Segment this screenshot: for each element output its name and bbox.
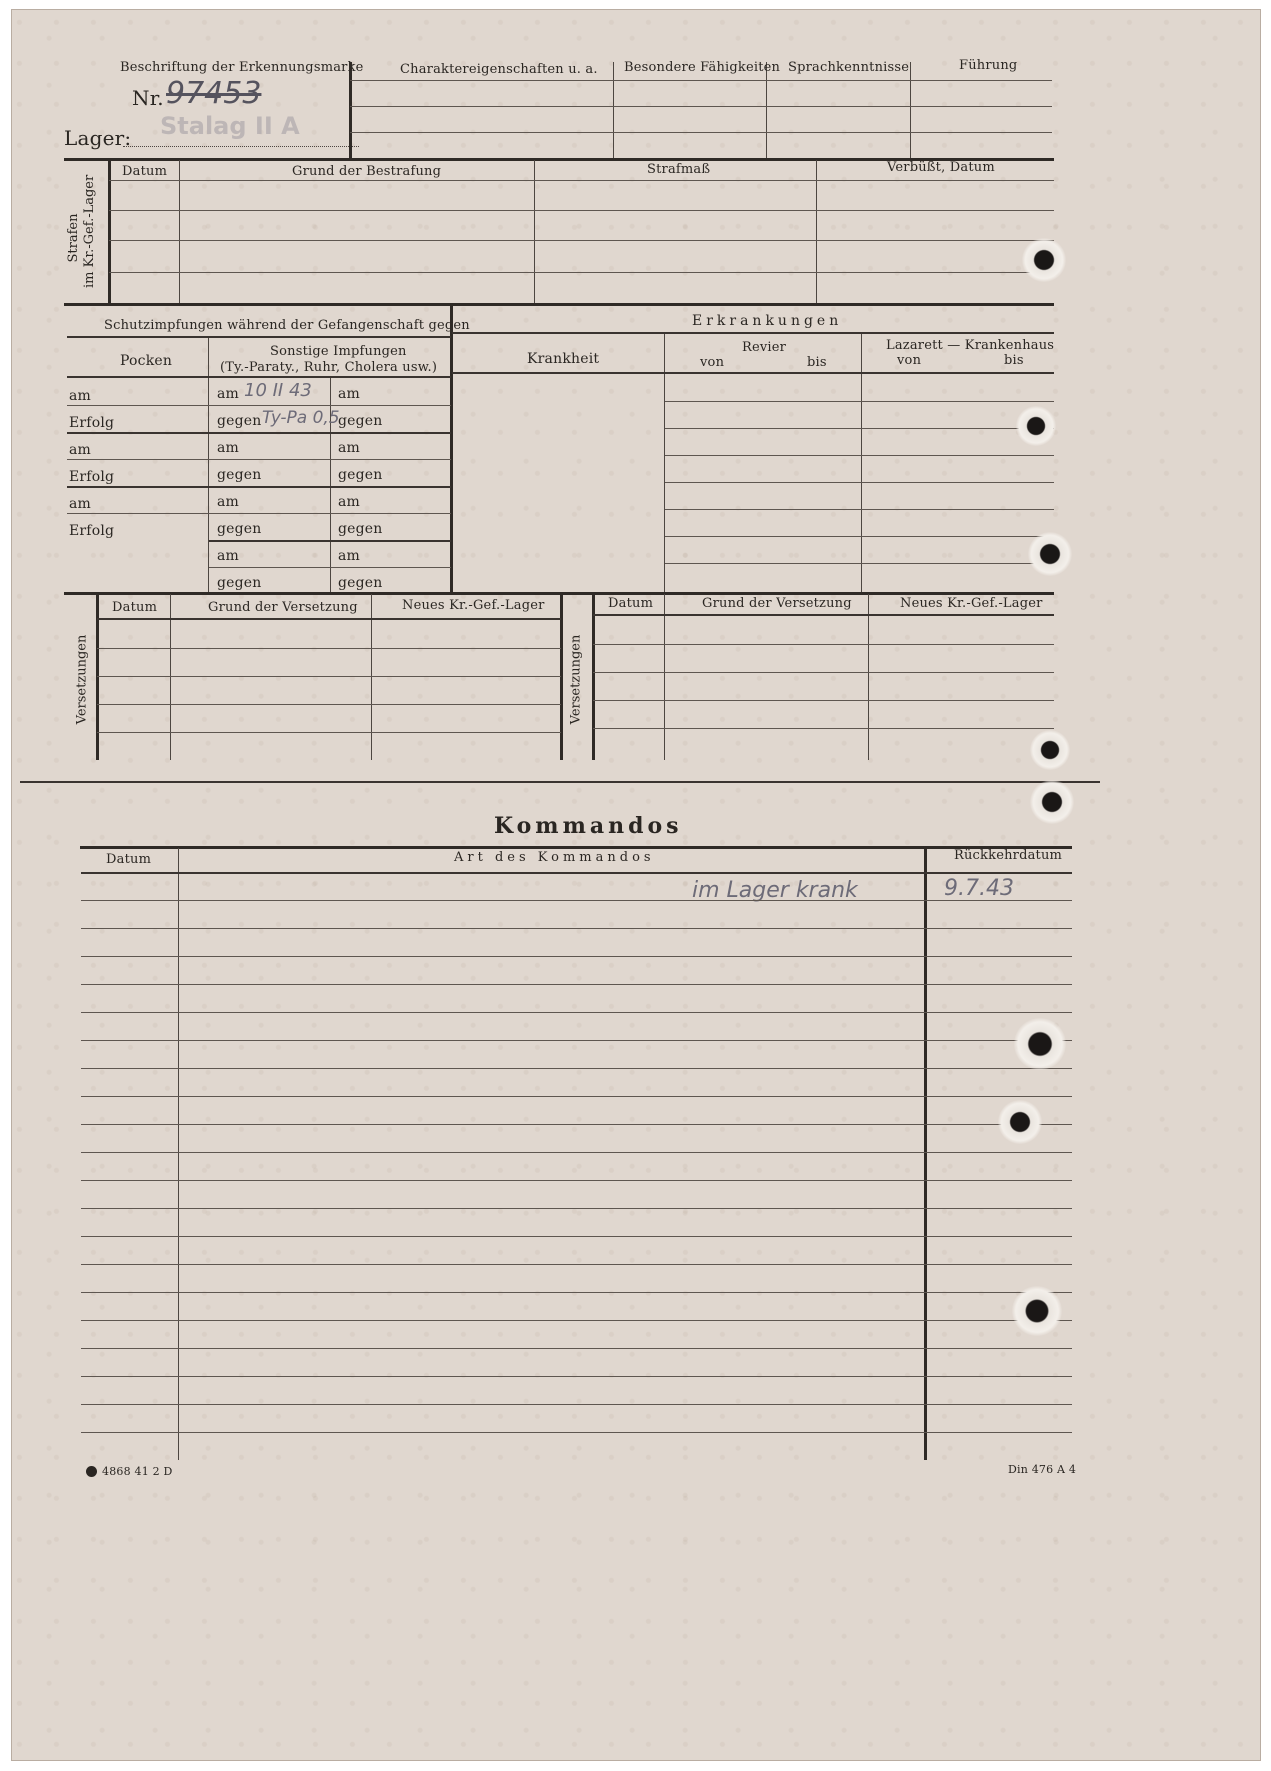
divider xyxy=(179,160,180,306)
rule xyxy=(81,1012,1072,1013)
rule xyxy=(109,240,1054,241)
rule xyxy=(209,540,451,542)
strafen-col-strafmass: Strafmaß xyxy=(647,162,711,177)
rule xyxy=(593,672,1054,673)
impf-right-row: gegen xyxy=(338,521,383,537)
rule xyxy=(81,1320,1072,1321)
rule xyxy=(67,336,451,338)
punch-hole xyxy=(1022,238,1066,282)
rule xyxy=(97,732,561,733)
section-rule xyxy=(64,592,1054,595)
form-page xyxy=(11,9,1261,1761)
rule xyxy=(109,180,1054,181)
rule xyxy=(452,332,1054,334)
divider xyxy=(613,62,614,160)
strafen-col-grund: Grund der Bestrafung xyxy=(292,164,442,179)
rule xyxy=(593,614,1054,616)
impf-right-row: am xyxy=(338,548,361,564)
impf-mid-row: am xyxy=(217,440,240,456)
rule xyxy=(81,1040,1072,1041)
erk-lazarett-von: von xyxy=(897,353,922,368)
rule xyxy=(97,618,561,620)
rule xyxy=(109,210,1054,211)
vers-col-lager-l: Neues Kr.-Gef.-Lager xyxy=(402,598,545,613)
erk-revier-bis: bis xyxy=(807,355,827,370)
rule xyxy=(81,1124,1072,1125)
rule xyxy=(665,482,1054,483)
rule xyxy=(81,956,1072,957)
rule xyxy=(81,1404,1072,1405)
rule xyxy=(665,536,1054,537)
impf-left-row: am xyxy=(69,388,92,404)
rule xyxy=(81,1068,1072,1069)
komm-col-datum: Datum xyxy=(106,852,152,867)
col-sprachen: Sprachkenntnisse xyxy=(788,60,910,75)
rule xyxy=(81,928,1072,929)
vers-col-datum-r: Datum xyxy=(608,596,654,611)
impf-hand-am: 10 II 43 xyxy=(244,380,312,401)
vers-col-datum-l: Datum xyxy=(112,600,158,615)
rule xyxy=(665,455,1054,456)
lager-label: Lager: xyxy=(64,126,132,150)
strafen-col-verbuesst: Verbüßt, Datum xyxy=(887,160,995,175)
erk-krankheit: Krankheit xyxy=(527,351,600,367)
rule xyxy=(593,644,1054,645)
nr-value: 97453 xyxy=(166,76,262,111)
erk-revier-von: von xyxy=(700,355,725,370)
rule xyxy=(593,728,1054,729)
rule xyxy=(452,372,1054,374)
strafen-side-2: im Kr.-Gef.-Lager xyxy=(82,174,97,288)
footer-left-code: 4868 41 2 D xyxy=(102,1465,173,1478)
divider xyxy=(349,62,352,160)
impf-mid-row: gegen xyxy=(217,575,262,591)
rule xyxy=(81,1432,1072,1433)
impf-right-row: am xyxy=(338,386,361,402)
vers-side-label-left: Versetzungen xyxy=(74,634,90,725)
erk-revier: Revier xyxy=(742,340,787,355)
erk-lazarett: Lazarett — Krankenhaus xyxy=(886,338,1055,353)
impf-mid-row: am xyxy=(217,386,240,402)
divider xyxy=(592,594,595,760)
punch-hole xyxy=(1016,406,1056,446)
impf-right-row: gegen xyxy=(338,413,383,429)
rule xyxy=(209,567,451,568)
rule xyxy=(81,1236,1072,1237)
rule xyxy=(81,1264,1072,1265)
rule xyxy=(67,405,451,406)
rule xyxy=(81,1152,1072,1153)
divider xyxy=(868,594,869,760)
punch-hole xyxy=(1030,780,1074,824)
impf-right-row: gegen xyxy=(338,467,383,483)
komm-entry-rueck: 9.7.43 xyxy=(944,876,1014,901)
rule xyxy=(593,700,1054,701)
fold-rule xyxy=(20,781,1100,783)
divider xyxy=(178,848,179,1460)
strafen-col-datum: Datum xyxy=(122,164,168,179)
rule xyxy=(67,486,451,488)
rule xyxy=(665,563,1054,564)
vers-col-lager-r: Neues Kr.-Gef.-Lager xyxy=(900,596,1043,611)
lager-line xyxy=(123,146,359,147)
divider xyxy=(534,160,535,306)
vers-side-label-right: Versetzungen xyxy=(568,634,584,725)
divider xyxy=(924,848,927,1460)
impf-pocken: Pocken xyxy=(120,353,173,369)
divider xyxy=(816,160,817,306)
divider xyxy=(450,305,453,595)
rule xyxy=(97,676,561,677)
col-charakter: Charaktereigenschaften u. a. xyxy=(400,62,598,77)
impf-right-row: am xyxy=(338,440,361,456)
impf-hand-gegen: Ty-Pa 0,5 xyxy=(262,408,340,428)
impf-mid-row: am xyxy=(217,494,240,510)
impf-right-row: am xyxy=(338,494,361,510)
strafen-side-1: Strafen xyxy=(66,213,81,263)
rule xyxy=(67,376,451,378)
marke-label: Beschriftung der Erkennungsmarke xyxy=(120,60,364,75)
impf-left-row: Erfolg xyxy=(69,469,115,485)
col-fuehrung: Führung xyxy=(959,58,1018,73)
divider xyxy=(910,62,911,160)
col-faehigkeiten: Besondere Fähigkeiten xyxy=(624,60,781,75)
komm-entry-art: im Lager krank xyxy=(692,878,858,903)
punch-hole xyxy=(998,1100,1042,1144)
rule xyxy=(81,900,1072,901)
impf-left-row: am xyxy=(69,496,92,512)
rule xyxy=(81,872,1072,874)
impf-mid-row: am xyxy=(217,548,240,564)
divider xyxy=(108,160,111,306)
punch-hole xyxy=(1014,1018,1066,1070)
impf-sonstige-1: Sonstige Impfungen xyxy=(270,344,407,359)
divider xyxy=(664,594,665,760)
punch-hole xyxy=(1028,532,1072,576)
erk-title: Erkrankungen xyxy=(692,313,843,329)
rule xyxy=(67,459,451,460)
impf-mid-row: gegen xyxy=(217,521,262,537)
impf-mid-row: gegen xyxy=(217,413,262,429)
rule xyxy=(350,132,1052,133)
punch-hole xyxy=(1030,730,1070,770)
impf-sonstige-2: (Ty.-Paraty., Ruhr, Cholera usw.) xyxy=(220,360,438,375)
rule xyxy=(665,428,1054,429)
rule xyxy=(81,1376,1072,1377)
rule xyxy=(81,984,1072,985)
rule xyxy=(109,272,1054,273)
kommandos-title: Kommandos xyxy=(494,813,683,839)
rule xyxy=(665,401,1054,402)
section-rule xyxy=(64,303,1054,306)
nr-label: Nr. xyxy=(132,86,164,110)
rule xyxy=(97,648,561,649)
impf-right-row: gegen xyxy=(338,575,383,591)
rule xyxy=(81,1292,1072,1293)
rule xyxy=(67,513,451,514)
vers-col-grund-r: Grund der Versetzung xyxy=(702,596,852,611)
rule xyxy=(665,509,1054,510)
vers-col-grund-l: Grund der Versetzung xyxy=(208,600,358,615)
lager-stamp: Stalag II A xyxy=(160,112,300,140)
erk-lazarett-bis: bis xyxy=(1004,353,1024,368)
strafen-side-label xyxy=(66,174,98,288)
impf-left-row: Erfolg xyxy=(69,415,115,431)
impf-title: Schutzimpfungen während der Gefangenschaft gegen xyxy=(104,318,470,333)
impf-left-row: am xyxy=(69,442,92,458)
punch-hole xyxy=(1012,1286,1062,1336)
footer-right-code: Din 476 A 4 xyxy=(1008,1463,1077,1476)
rule xyxy=(81,1348,1072,1349)
rule xyxy=(81,1180,1072,1181)
impf-left-row: Erfolg xyxy=(69,523,115,539)
rule xyxy=(97,704,561,705)
impf-mid-row: gegen xyxy=(217,467,262,483)
rule xyxy=(350,80,1052,81)
komm-col-art: Art des Kommandos xyxy=(454,850,655,865)
rule xyxy=(67,432,451,434)
printer-mark-icon xyxy=(86,1466,97,1477)
divider xyxy=(766,62,767,160)
rule xyxy=(81,1208,1072,1209)
rule xyxy=(81,1096,1072,1097)
komm-col-rueck: Rückkehrdatum xyxy=(954,848,1063,863)
rule xyxy=(350,106,1052,107)
